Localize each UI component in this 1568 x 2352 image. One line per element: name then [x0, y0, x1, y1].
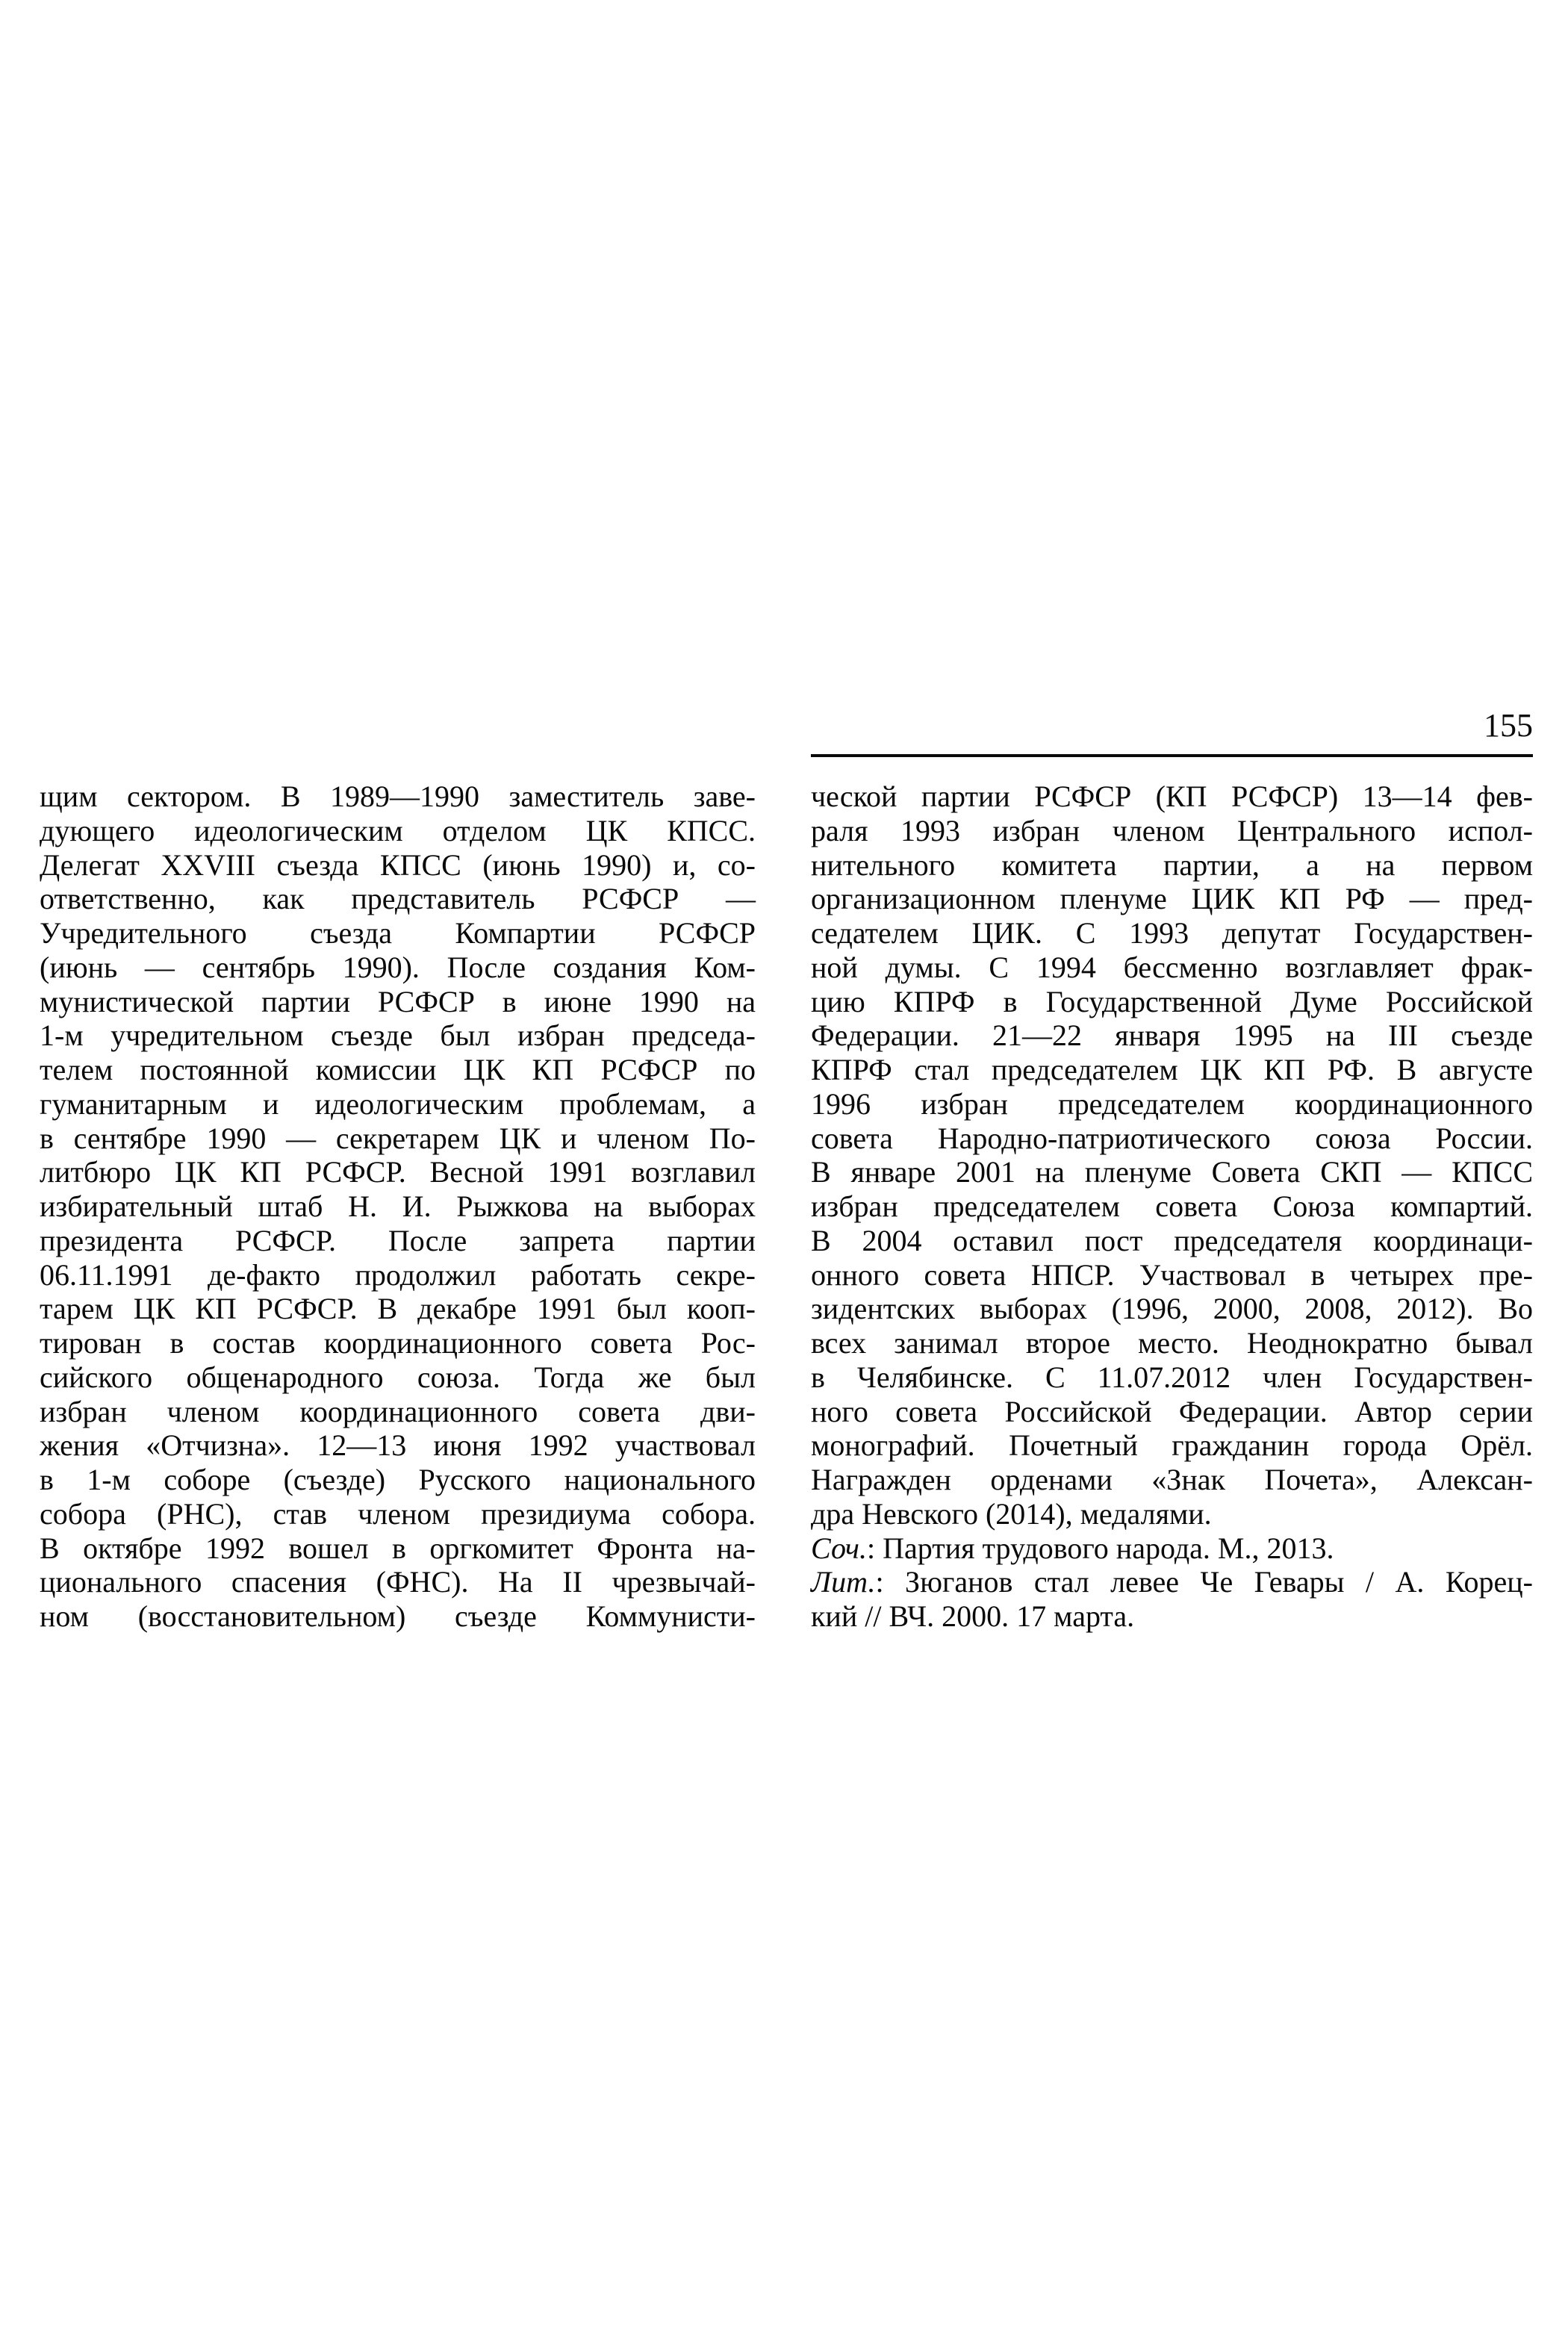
text-line: сийского общенародного союза. Тогда же был — [40, 1360, 756, 1394]
text-line: избран председателем совета Союза компартий. — [811, 1189, 1533, 1223]
text-line: телем постоянной комиссии ЦК КП РСФСР по — [40, 1053, 756, 1086]
italic-label: Соч. — [811, 1531, 867, 1565]
text-line: (июнь — сентябрь 1990). После создания Ком- — [40, 950, 756, 984]
italic-label: Лит. — [811, 1565, 876, 1599]
text-line: в 1-м соборе (съезде) Русского национального — [40, 1463, 756, 1496]
text-line: избирательный штаб Н. И. Рыжкова на выборах — [40, 1189, 756, 1223]
text-line: гуманитарным и идеологическим проблемам, а — [40, 1086, 756, 1121]
text-line: Соч.: Партия трудового народа. М., 2013. — [811, 1531, 1334, 1565]
text-line: в Челябинске. С 11.07.2012 член Государствен- — [811, 1360, 1533, 1394]
text-line: тирован в состав координационного совета Рос- — [40, 1326, 756, 1360]
text-line: тарем ЦК КП РСФСР. В декабре 1991 был кооп- — [40, 1292, 756, 1326]
text-line: щим сектором. В 1989—1990 заместитель заве- — [40, 780, 756, 813]
text-line: ционального спасения (ФНС). На II чрезвычай- — [40, 1565, 756, 1599]
left-column — [40, 780, 756, 1634]
text-line: Лит.: Зюганов стал левее Че Гевары / А. Корец- — [811, 1565, 1533, 1599]
text-line: седателем ЦИК. С 1993 депутат Государствен- — [811, 916, 1533, 950]
text-line: ческой партии РСФСР (КП РСФСР) 13—14 фев- — [811, 780, 1533, 813]
text-line: ответственно, как представитель РСФСР — — [40, 882, 756, 916]
text-line: Делегат XXVIII съезда КПСС (июнь 1990) и, со- — [40, 847, 756, 882]
text-line: избран членом координационного совета дви- — [40, 1394, 756, 1428]
text-line: В 2004 оставил пост председателя координаци- — [811, 1223, 1533, 1257]
text-line: В январе 2001 на пленуме Совета СКП — КПСС — [811, 1155, 1533, 1189]
right-column — [811, 780, 1533, 1634]
text-line: 06.11.1991 де-факто продолжил работать секре- — [40, 1257, 756, 1292]
text-line: всех занимал второе место. Неоднократно бывал — [811, 1326, 1533, 1360]
text-line: В октябре 1992 вошел в оргкомитет Фронта на- — [40, 1531, 756, 1565]
text-line: ной думы. С 1994 бессменно возглавляет фрак- — [811, 950, 1533, 984]
text-line: Учредительного съезда Компартии РСФСР — [40, 916, 756, 950]
text-line: президента РСФСР. После запрета партии — [40, 1223, 756, 1257]
text-line: Награжден орденами «Знак Почета», Алексан- — [811, 1463, 1533, 1496]
text-line: 1996 избран председателем координационного — [811, 1086, 1533, 1121]
text-line: КПРФ стал председателем ЦК КП РФ. В августе — [811, 1053, 1533, 1086]
text-line: в сентябре 1990 — секретарем ЦК и членом По- — [40, 1121, 756, 1155]
text-line: зидентских выборах (1996, 2000, 2008, 2012). Во — [811, 1292, 1533, 1326]
text-line: кий // ВЧ. 2000. 17 марта. — [811, 1599, 1135, 1633]
header-rule — [811, 754, 1533, 757]
text-line: дующего идеологическим отделом ЦК КПСС. — [40, 813, 756, 847]
text-line: ного совета Российской Федерации. Автор серии — [811, 1394, 1533, 1428]
text-line: литбюро ЦК КП РСФСР. Весной 1991 возглавил — [40, 1155, 756, 1189]
text-line: 1-м учредительном съезде был избран председа- — [40, 1018, 756, 1053]
text-line: онного совета НПСР. Участвовал в четырех пре- — [811, 1257, 1533, 1292]
text-line: собора (РНС), став членом президиума собора. — [40, 1496, 756, 1531]
text-line: жения «Отчизна». 12—13 июня 1992 участвовал — [40, 1428, 756, 1463]
text-line: Федерации. 21—22 января 1995 на III съезде — [811, 1018, 1533, 1053]
text-line: монографий. Почетный гражданин города Орёл. — [811, 1428, 1533, 1463]
text-line: мунистической партии РСФСР в июне 1990 на — [40, 984, 756, 1018]
text-line: раля 1993 избран членом Центрального испол- — [811, 813, 1533, 847]
text-line: дра Невского (2014), медалями. — [811, 1496, 1212, 1531]
page-number: 155 — [1484, 707, 1533, 744]
text-line: совета Народно-патриотического союза России. — [811, 1121, 1533, 1155]
text-line: организационном пленуме ЦИК КП РФ — пред- — [811, 882, 1533, 916]
text-line: цию КПРФ в Государственной Думе Российской — [811, 984, 1533, 1018]
text-line: нительного комитета партии, а на первом — [811, 847, 1533, 882]
text-line: ном (восстановительном) съезде Коммунисти- — [40, 1599, 756, 1633]
